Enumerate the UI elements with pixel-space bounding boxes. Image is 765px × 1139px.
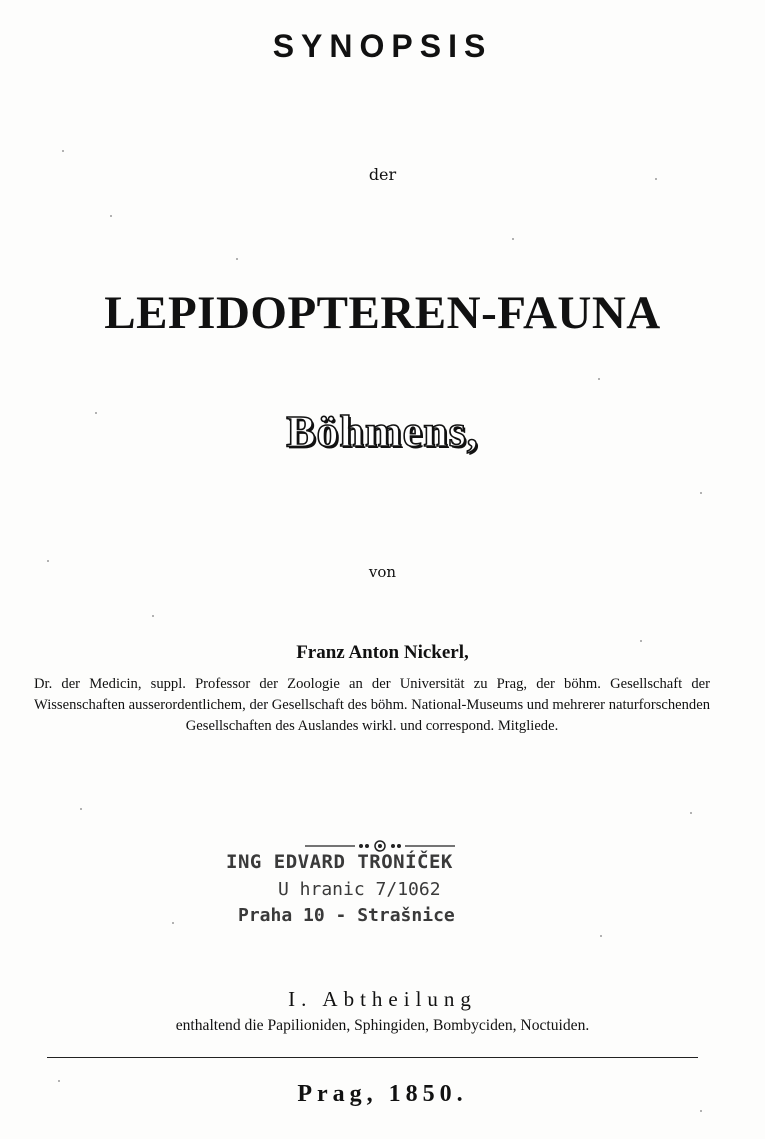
paper-speck: [110, 215, 112, 217]
part-contents: enthaltend die Papilioniden, Sphingiden, Bombyciden, Noctuiden.: [175, 1017, 590, 1034]
stamp-line-street: U hranic 7/1062: [278, 879, 441, 900]
region-title: Böhmens,: [286, 407, 479, 456]
paper-speck: [47, 560, 49, 562]
paper-speck: [640, 640, 642, 642]
paper-speck: [700, 1110, 702, 1112]
paper-speck: [58, 1080, 60, 1082]
author-name: Franz Anton Nickerl,: [296, 642, 469, 663]
paper-speck: [512, 238, 514, 240]
paper-speck: [172, 922, 174, 924]
paper-speck: [62, 150, 64, 152]
paper-speck: [95, 412, 97, 414]
imprint: Prag, 1850.: [297, 1081, 468, 1107]
imprint-rule: [47, 1057, 698, 1058]
paper-speck: [598, 378, 600, 380]
title-connector: der: [368, 165, 397, 184]
paper-speck: [80, 808, 82, 810]
paper-speck: [236, 258, 238, 260]
paper-speck: [152, 615, 154, 617]
main-title: LEPIDOPTEREN-FAUNA: [104, 287, 661, 339]
paper-speck: [700, 492, 702, 494]
stamp-line-city: Praha 10 - Strašnice: [238, 905, 455, 926]
paper-speck: [655, 178, 657, 180]
stamp-line-name: ING EDVARD TRONÍČEK: [226, 851, 453, 873]
ownership-stamp: [222, 851, 512, 933]
book-title: SYNOPSIS: [272, 28, 493, 64]
by-line: von: [368, 563, 397, 581]
paper-speck: [600, 935, 602, 937]
part-heading: I. Abtheilung: [288, 987, 477, 1011]
author-description: Dr. der Medicin, suppl. Professor der Zoologie an der Universität zu Prag, der böhm. Gesellschaft der Wissenschaften ausserordentlichem, der Gesellschaft des böhm. National-Museums und mehrerer naturforschenden Gesellschaften des Auslandes wirkl. und correspond. Mitgliede.: [34, 676, 710, 734]
paper-speck: [690, 812, 692, 814]
